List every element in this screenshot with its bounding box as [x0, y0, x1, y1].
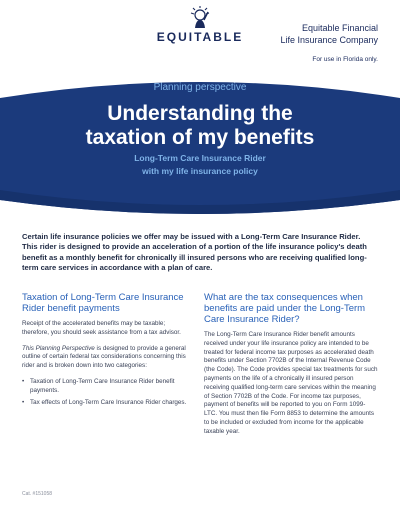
catalog-number: Cat. #151058 [22, 491, 53, 497]
equitable-logo [150, 6, 250, 44]
intro-paragraph: Certain life insurance policies we offer may be issued with a Long-Term Care Insurance Rider. This rider is designed to provide an acceleration of a portion of the life insurance policy's death benefit as a monthly benefit for chronically ill insured persons who are receiving qualified long-term care services in accordance with a plan of care. [22, 232, 367, 273]
list-item: • Taxation of Long-Term Care Insurance Rider benefit payments. [22, 378, 192, 396]
title-line-1: Understanding the [107, 102, 293, 125]
left-column [22, 292, 192, 410]
right-paragraph-1: The Long-Term Care Insurance Rider benefit amounts received under your life insurance policy are intended to be treated for federal income tax purposes as accelerated death benefits under Section 7702B of the Internal Revenue Code (the Code). The Code provides special tax treatments for such payments on the life of a chronically ill insured person receiving qualified long-term care services within the meaning of Section 7702B of the Code. For income tax purposes, payment of benefits will be reported to you on Form 1099-LTC. You must then file Form 8853 to determine the amounts to be included or excluded from income for the applicable taxable year. [204, 331, 378, 435]
left-paragraph-2-text: is designed to provide a general outline of certain federal tax considerations concerning this rider and is broken down into two categories: [22, 344, 186, 370]
left-paragraph-1: Receipt of the accelerated benefits may be taxable; therefore, you should seek assistance from a tax advisor. [22, 320, 181, 336]
company-line-1: Equitable Financial [301, 23, 378, 33]
left-paragraph-2 [22, 345, 192, 371]
kicker: Planning perspective [153, 82, 247, 93]
logo-wordmark: EQUITABLE [156, 30, 244, 44]
list-item: • Tax effects of Long-Term Care Insurance Rider charges. [22, 399, 192, 408]
title-banner [0, 70, 400, 220]
right-column [204, 292, 378, 444]
florida-note: For use in Florida only. [312, 56, 378, 63]
left-paragraph-2-emphasis: This Planning Perspective [22, 344, 95, 352]
category-list [22, 378, 192, 407]
title-line-2: taxation of my benefits [85, 126, 315, 149]
subtitle-line-2: with my life insurance policy [142, 166, 258, 176]
left-heading: Taxation of Long-Term Care Insurance Rider benefit payments [22, 292, 184, 314]
page-title [0, 102, 400, 150]
subtitle [0, 152, 400, 178]
company-name [280, 22, 378, 46]
lady-liberty-icon [187, 6, 213, 28]
subtitle-line-1: Long-Term Care Insurance Rider [134, 153, 266, 163]
right-heading: What are the tax consequences when benefits are paid under the Long-Term Care Insurance Rider? [204, 292, 366, 325]
company-line-2: Life Insurance Company [280, 35, 378, 45]
